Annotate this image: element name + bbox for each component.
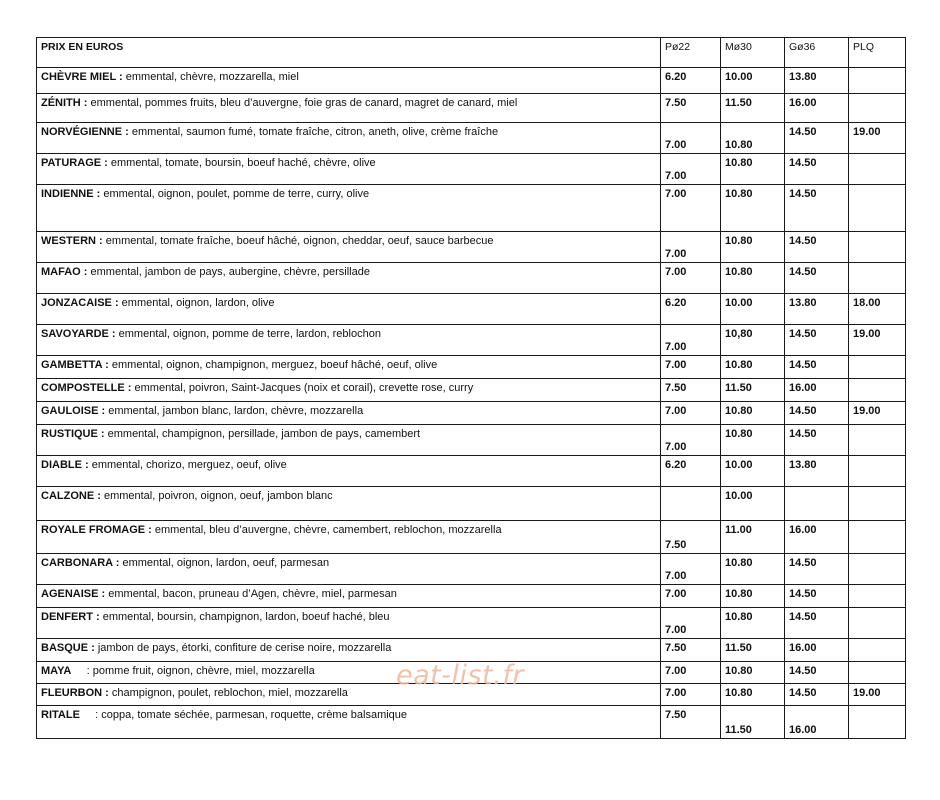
price-value: 7.00 <box>665 624 687 636</box>
pizza-cell <box>37 325 661 356</box>
pizza-name: CARBONARA : <box>41 557 120 569</box>
price-cell-m <box>721 585 785 608</box>
price-cell-plq <box>849 639 906 662</box>
price-cell-m <box>721 456 785 487</box>
price-cell-p <box>661 585 721 608</box>
table-row <box>37 294 906 325</box>
price-value: 10.80 <box>725 157 753 169</box>
pizza-name: CHÈVRE MIEL : <box>41 71 123 83</box>
price-cell-p <box>661 425 721 456</box>
price-cell-g <box>785 585 849 608</box>
pizza-ingredients: emmental, oignon, pomme de terre, lardon, reblochon <box>115 328 381 340</box>
price-cell-g <box>785 521 849 554</box>
price-cell-g <box>785 94 849 123</box>
price-cell-plq <box>849 402 906 425</box>
price-value: 14.50 <box>789 687 817 699</box>
price-cell-p <box>661 456 721 487</box>
pizza-ingredients: emmental, bacon, pruneau d’Agen, chèvre, miel, parmesan <box>105 588 397 600</box>
price-cell-g <box>785 232 849 263</box>
price-cell-m <box>721 608 785 639</box>
pizza-cell <box>37 123 661 154</box>
price-cell-m <box>721 325 785 356</box>
price-cell-m <box>721 294 785 325</box>
price-cell-p <box>661 263 721 294</box>
table-row <box>37 521 906 554</box>
price-cell-plq <box>849 684 906 706</box>
price-value: 7.00 <box>665 188 687 200</box>
table-row <box>37 608 906 639</box>
price-cell-g <box>785 684 849 706</box>
header-row <box>37 38 906 68</box>
price-cell-g <box>785 123 849 154</box>
price-value: 7.00 <box>665 665 687 677</box>
pizza-name: WESTERN : <box>41 235 103 247</box>
price-cell-p <box>661 94 721 123</box>
pizza-name: GAMBETTA : <box>41 359 109 371</box>
price-value: 13.80 <box>789 459 817 471</box>
price-cell-m <box>721 356 785 379</box>
price-cell-g <box>785 608 849 639</box>
pizza-name: GAULOISE : <box>41 405 106 417</box>
price-value: 7.50 <box>665 382 687 394</box>
price-value: 14.50 <box>789 266 817 278</box>
price-cell-m <box>721 379 785 402</box>
pizza-ingredients: emmental, saumon fumé, tomate fraîche, citron, aneth, olive, crème fraîche <box>128 126 499 138</box>
pizza-ingredients: champignon, poulet, reblochon, miel, mozzarella <box>108 687 348 699</box>
pizza-ingredients: emmental, pommes fruits, bleu d’auvergne, foie gras de canard, magret de canard, miel <box>87 97 518 109</box>
table-row <box>37 325 906 356</box>
price-cell-p <box>661 639 721 662</box>
pizza-ingredients: jambon de pays, étorki, confiture de cerise noire, mozzarella <box>94 642 392 654</box>
price-value: 14.50 <box>789 235 817 247</box>
price-value: 10,80 <box>725 328 753 340</box>
price-cell-m <box>721 185 785 232</box>
price-cell-plq <box>849 185 906 232</box>
table-row <box>37 232 906 263</box>
price-value: 10.80 <box>725 188 753 200</box>
pizza-ingredients: emmental, oignon, lardon, oeuf, parmesan <box>119 557 330 569</box>
price-value: 10.00 <box>725 71 753 83</box>
price-value: 7.00 <box>665 441 687 453</box>
price-value: 14.50 <box>789 611 817 623</box>
pizza-cell <box>37 356 661 379</box>
price-cell-g <box>785 662 849 684</box>
price-value: 16.00 <box>789 642 817 654</box>
price-cell-plq <box>849 379 906 402</box>
price-cell-p <box>661 379 721 402</box>
price-cell-plq <box>849 554 906 585</box>
price-cell-plq <box>849 154 906 185</box>
price-cell-g <box>785 356 849 379</box>
price-value: 7.00 <box>665 266 687 278</box>
price-cell-m <box>721 706 785 739</box>
pizza-name: NORVÉGIENNE : <box>41 126 129 138</box>
price-cell-g <box>785 325 849 356</box>
pizza-ingredients: : pomme fruit, oignon, chèvre, miel, mozzarella <box>71 665 315 677</box>
price-value: 14.50 <box>789 126 817 138</box>
price-cell-plq <box>849 662 906 684</box>
header-size-plq: PLQ <box>849 38 906 68</box>
price-value: 14.50 <box>789 405 817 417</box>
table-row <box>37 94 906 123</box>
pizza-cell <box>37 456 661 487</box>
price-value: 10.80 <box>725 428 753 440</box>
price-value: 7.00 <box>665 139 687 151</box>
price-value: 7.50 <box>665 642 687 654</box>
price-value: 7.50 <box>665 97 687 109</box>
table-row <box>37 402 906 425</box>
price-cell-p <box>661 294 721 325</box>
table-row <box>37 154 906 185</box>
pizza-cell <box>37 608 661 639</box>
price-value: 11.50 <box>725 382 752 394</box>
table-row <box>37 379 906 402</box>
price-value: 10.80 <box>725 359 753 371</box>
price-cell-plq <box>849 263 906 294</box>
price-cell-m <box>721 662 785 684</box>
table-row <box>37 356 906 379</box>
pizza-ingredients: emmental, boursin, champignon, lardon, boeuf haché, bleu <box>99 611 390 623</box>
price-value: 7.00 <box>665 588 687 600</box>
price-cell-p <box>661 608 721 639</box>
price-cell-plq <box>849 356 906 379</box>
price-value: 19.00 <box>853 687 881 699</box>
price-cell-p <box>661 68 721 94</box>
price-value: 13.80 <box>789 71 817 83</box>
price-cell-p <box>661 487 721 521</box>
pizza-name: DIABLE : <box>41 459 89 471</box>
price-value: 14.50 <box>789 157 817 169</box>
table-row <box>37 123 906 154</box>
price-cell-g <box>785 68 849 94</box>
price-value: 14.50 <box>789 359 817 371</box>
pizza-ingredients: emmental, jambon blanc, lardon, chèvre, mozzarella <box>105 405 364 417</box>
pizza-cell <box>37 68 661 94</box>
price-cell-plq <box>849 94 906 123</box>
price-cell-m <box>721 68 785 94</box>
price-cell-g <box>785 554 849 585</box>
pizza-ingredients: emmental, champignon, persillade, jambon de pays, camembert <box>104 428 421 440</box>
pizza-cell <box>37 684 661 706</box>
header-size-medium: Mø30 <box>721 38 785 68</box>
price-value: 13.80 <box>789 297 817 309</box>
price-value: 11.50 <box>725 724 752 736</box>
price-table <box>36 37 906 739</box>
price-value: 16.00 <box>789 724 817 736</box>
price-cell-m <box>721 425 785 456</box>
price-value: 14.50 <box>789 188 817 200</box>
price-cell-p <box>661 232 721 263</box>
price-cell-m <box>721 639 785 662</box>
pizza-ingredients: emmental, oignon, champignon, merguez, boeuf hâché, oeuf, olive <box>108 359 438 371</box>
price-cell-p <box>661 706 721 739</box>
table-row <box>37 68 906 94</box>
price-cell-m <box>721 154 785 185</box>
price-cell-g <box>785 294 849 325</box>
pizza-name: INDIENNE : <box>41 188 101 200</box>
price-value: 16.00 <box>789 524 817 536</box>
price-cell-g <box>785 706 849 739</box>
header-title: PRIX EN EUROS <box>37 38 661 68</box>
price-value: 14.50 <box>789 665 817 677</box>
price-value: 7.00 <box>665 359 687 371</box>
price-cell-g <box>785 263 849 294</box>
price-value: 7.00 <box>665 341 687 353</box>
price-value: 14.50 <box>789 328 817 340</box>
price-value: 14.50 <box>789 557 817 569</box>
price-cell-g <box>785 456 849 487</box>
price-cell-plq <box>849 487 906 521</box>
price-value: 10.80 <box>725 139 753 151</box>
price-cell-m <box>721 521 785 554</box>
pizza-cell <box>37 662 661 684</box>
header-size-large: Gø36 <box>785 38 849 68</box>
pizza-cell <box>37 185 661 232</box>
price-value: 6.20 <box>665 459 687 471</box>
watermark: eat-list.fr <box>396 660 524 691</box>
price-cell-plq <box>849 521 906 554</box>
pizza-cell <box>37 263 661 294</box>
price-cell-plq <box>849 68 906 94</box>
price-value: 11.00 <box>725 524 752 536</box>
pizza-ingredients: emmental, jambon de pays, aubergine, chèvre, persillade <box>87 266 370 278</box>
price-value: 10.00 <box>725 297 753 309</box>
pizza-ingredients: emmental, chorizo, merguez, oeuf, olive <box>88 459 287 471</box>
price-cell-plq <box>849 456 906 487</box>
price-cell-m <box>721 94 785 123</box>
price-cell-m <box>721 263 785 294</box>
price-cell-g <box>785 487 849 521</box>
price-cell-plq <box>849 585 906 608</box>
price-value: 10.80 <box>725 611 753 623</box>
price-value: 10.80 <box>725 235 753 247</box>
price-value: 7.00 <box>665 248 687 260</box>
pizza-cell <box>37 521 661 554</box>
pizza-cell <box>37 585 661 608</box>
price-value: 19.00 <box>853 328 881 340</box>
table-row <box>37 456 906 487</box>
price-cell-m <box>721 123 785 154</box>
pizza-name: BASQUE : <box>41 642 95 654</box>
table-row <box>37 585 906 608</box>
price-value: 14.50 <box>789 588 817 600</box>
price-cell-plq <box>849 123 906 154</box>
pizza-cell <box>37 154 661 185</box>
table-row <box>37 706 906 739</box>
pizza-name: RITALE <box>41 709 80 721</box>
price-cell-g <box>785 639 849 662</box>
price-value: 10.80 <box>725 588 753 600</box>
price-value: 10.00 <box>725 459 753 471</box>
pizza-cell <box>37 379 661 402</box>
price-cell-m <box>721 554 785 585</box>
pizza-name: PATURAGE : <box>41 157 108 169</box>
price-value: 16.00 <box>789 97 817 109</box>
price-value: 7.00 <box>665 570 687 582</box>
price-cell-plq <box>849 232 906 263</box>
pizza-cell <box>37 294 661 325</box>
price-cell-m <box>721 487 785 521</box>
price-cell-plq <box>849 608 906 639</box>
pizza-name: CALZONE : <box>41 490 101 502</box>
price-cell-p <box>661 185 721 232</box>
price-cell-plq <box>849 325 906 356</box>
pizza-name: DENFERT : <box>41 611 100 623</box>
price-value: 11.50 <box>725 97 752 109</box>
pizza-ingredients: emmental, oignon, lardon, olive <box>118 297 275 309</box>
pizza-cell <box>37 402 661 425</box>
pizza-name: MAYA <box>41 665 72 677</box>
price-value: 7.00 <box>665 687 687 699</box>
pizza-cell <box>37 706 661 739</box>
price-cell-plq <box>849 294 906 325</box>
pizza-name: JONZACAISE : <box>41 297 119 309</box>
price-value: 10.80 <box>725 405 753 417</box>
price-value: 7.00 <box>665 405 687 417</box>
pizza-name: MAFAO : <box>41 266 88 278</box>
pizza-name: SAVOYARDE : <box>41 328 116 340</box>
pizza-cell <box>37 94 661 123</box>
table-row <box>37 425 906 456</box>
price-value: 16.00 <box>789 382 817 394</box>
table-row <box>37 554 906 585</box>
pizza-cell <box>37 232 661 263</box>
price-cell-g <box>785 154 849 185</box>
header-size-small: Pø22 <box>661 38 721 68</box>
price-value: 6.20 <box>665 71 687 83</box>
price-cell-m <box>721 232 785 263</box>
pizza-ingredients: emmental, tomate, boursin, boeuf haché, chèvre, olive <box>107 157 376 169</box>
pizza-cell <box>37 487 661 521</box>
price-value: 10.00 <box>725 490 753 502</box>
pizza-cell <box>37 554 661 585</box>
price-cell-g <box>785 379 849 402</box>
price-value: 19.00 <box>853 405 881 417</box>
pizza-cell <box>37 639 661 662</box>
price-cell-p <box>661 123 721 154</box>
price-cell-p <box>661 356 721 379</box>
price-value: 7.50 <box>665 709 687 721</box>
price-cell-p <box>661 662 721 684</box>
price-value: 14.50 <box>789 428 817 440</box>
pizza-ingredients: emmental, tomate fraîche, boeuf hâché, oignon, cheddar, oeuf, sauce barbecue <box>102 235 494 247</box>
price-cell-plq <box>849 706 906 739</box>
pizza-name: COMPOSTELLE : <box>41 382 132 394</box>
price-value: 6.20 <box>665 297 687 309</box>
price-cell-p <box>661 684 721 706</box>
price-cell-g <box>785 185 849 232</box>
pizza-ingredients: emmental, poivron, Saint-Jacques (noix et corail), crevette rose, curry <box>131 382 474 394</box>
pizza-cell <box>37 425 661 456</box>
price-value: 19.00 <box>853 126 881 138</box>
price-cell-g <box>785 425 849 456</box>
table-row <box>37 487 906 521</box>
pizza-name: ZÉNITH : <box>41 97 88 109</box>
pizza-name: AGENAISE : <box>41 588 106 600</box>
price-value: 10.80 <box>725 687 753 699</box>
table-row <box>37 185 906 232</box>
price-cell-p <box>661 154 721 185</box>
price-value: 18.00 <box>853 297 881 309</box>
price-cell-m <box>721 684 785 706</box>
pizza-ingredients: : coppa, tomate séchée, parmesan, roquette, crème balsamique <box>79 709 408 721</box>
pizza-name: RUSTIQUE : <box>41 428 105 440</box>
price-cell-plq <box>849 425 906 456</box>
price-cell-g <box>785 402 849 425</box>
price-value: 10.80 <box>725 665 753 677</box>
pizza-ingredients: emmental, chèvre, mozzarella, miel <box>122 71 299 83</box>
pizza-ingredients: emmental, poivron, oignon, oeuf, jambon blanc <box>100 490 333 502</box>
price-value: 7.50 <box>665 539 687 551</box>
price-value: 11.50 <box>725 642 752 654</box>
price-value: 7.00 <box>665 170 687 182</box>
pizza-name: FLEURBON : <box>41 687 109 699</box>
price-value: 10.80 <box>725 557 753 569</box>
pizza-ingredients: emmental, bleu d’auvergne, chèvre, camembert, reblochon, mozzarella <box>151 524 502 536</box>
pizza-ingredients: emmental, oignon, poulet, pomme de terre, curry, olive <box>100 188 370 200</box>
price-cell-p <box>661 521 721 554</box>
pizza-name: ROYALE FROMAGE : <box>41 524 152 536</box>
price-cell-p <box>661 325 721 356</box>
price-cell-m <box>721 402 785 425</box>
price-cell-p <box>661 554 721 585</box>
price-value: 10.80 <box>725 266 753 278</box>
table-row <box>37 263 906 294</box>
table-row <box>37 639 906 662</box>
price-cell-p <box>661 402 721 425</box>
